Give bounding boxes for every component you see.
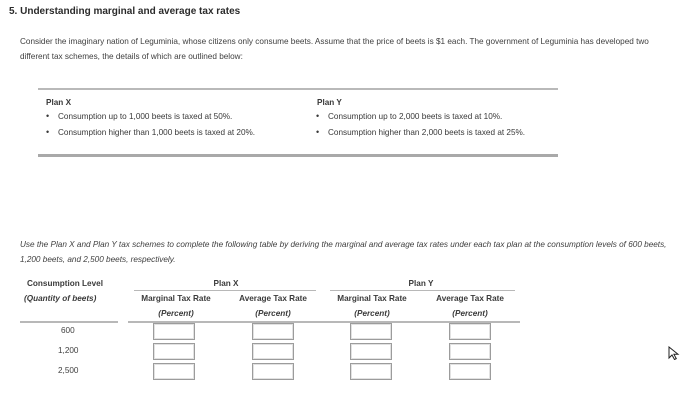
plan-y-bullet-1: • Consumption up to 2,000 beets is taxed at 10%. bbox=[316, 111, 561, 121]
plan-y-average-input-1200[interactable] bbox=[449, 343, 491, 360]
plan-x-marginal-input-1200[interactable] bbox=[153, 343, 195, 360]
plan-x-marginal-input-600[interactable] bbox=[153, 323, 195, 340]
plan-x-title: Plan X bbox=[46, 98, 72, 107]
row-quantity-600: 600 bbox=[61, 326, 75, 335]
question-intro: Consider the imaginary nation of Leguminia, whose citizens only consume beets. Assume that the price of beets is $1 each. The government of Leguminia has developed two different tax schemes, the details of which are outlined below: bbox=[20, 37, 649, 61]
mouse-pointer-icon bbox=[668, 346, 680, 360]
plan-y-average-header: Average Tax Rate bbox=[436, 294, 504, 303]
plan-y-average-input-600[interactable] bbox=[449, 323, 491, 340]
plan-x-average-input-600[interactable] bbox=[252, 323, 294, 340]
plan-x-marginal-input-2500[interactable] bbox=[153, 363, 195, 380]
plan-x-marginal-header: Marginal Tax Rate bbox=[141, 294, 211, 303]
plan-y-marginal-input-600[interactable] bbox=[350, 323, 392, 340]
plan-x-group-header: Plan X bbox=[213, 279, 239, 288]
quantity-subheader: (Quantity of beets) bbox=[24, 294, 97, 303]
row-quantity-2500: 2,500 bbox=[58, 366, 79, 375]
plan-x-bullet-2: • Consumption higher than 1,000 beets is taxed at 20%. bbox=[46, 127, 255, 137]
plan-y-marginal-input-1200[interactable] bbox=[350, 343, 392, 360]
table-instructions: Use the Plan X and Plan Y tax schemes to complete the following table by deriving the marginal and average tax rates under each tax plan at the consumption levels of 600 beets, 1,200 beets, and 2,500 beets, respectively. bbox=[20, 240, 667, 264]
question-heading: 5. Understanding marginal and average tax rates bbox=[9, 6, 241, 17]
plan-y-marginal-header: Marginal Tax Rate bbox=[337, 294, 407, 303]
plan-y-header-rule bbox=[330, 290, 515, 291]
plan-x-marginal-percent: (Percent) bbox=[158, 309, 194, 318]
plan-x-average-header: Average Tax Rate bbox=[239, 294, 307, 303]
plan-y-title: Plan Y bbox=[317, 98, 342, 107]
plan-y-marginal-input-2500[interactable] bbox=[350, 363, 392, 380]
plan-x-header-rule bbox=[134, 290, 316, 291]
plan-y-group-header: Plan Y bbox=[408, 279, 434, 288]
plan-y-bullet-2: • Consumption higher than 2,000 beets is taxed at 25%. bbox=[316, 127, 561, 137]
plan-x-bullet-1: • Consumption up to 1,000 beets is taxed at 50%. bbox=[46, 111, 255, 121]
plan-y-marginal-percent: (Percent) bbox=[354, 309, 390, 318]
plan-x-average-input-1200[interactable] bbox=[252, 343, 294, 360]
plan-y-average-input-2500[interactable] bbox=[449, 363, 491, 380]
plan-x-average-percent: (Percent) bbox=[255, 309, 291, 318]
table-header-rule-left bbox=[20, 321, 118, 323]
consumption-level-header: Consumption Level bbox=[27, 279, 103, 288]
plan-y-average-percent: (Percent) bbox=[452, 309, 488, 318]
plan-x-average-input-2500[interactable] bbox=[252, 363, 294, 380]
row-quantity-1200: 1,200 bbox=[58, 346, 79, 355]
